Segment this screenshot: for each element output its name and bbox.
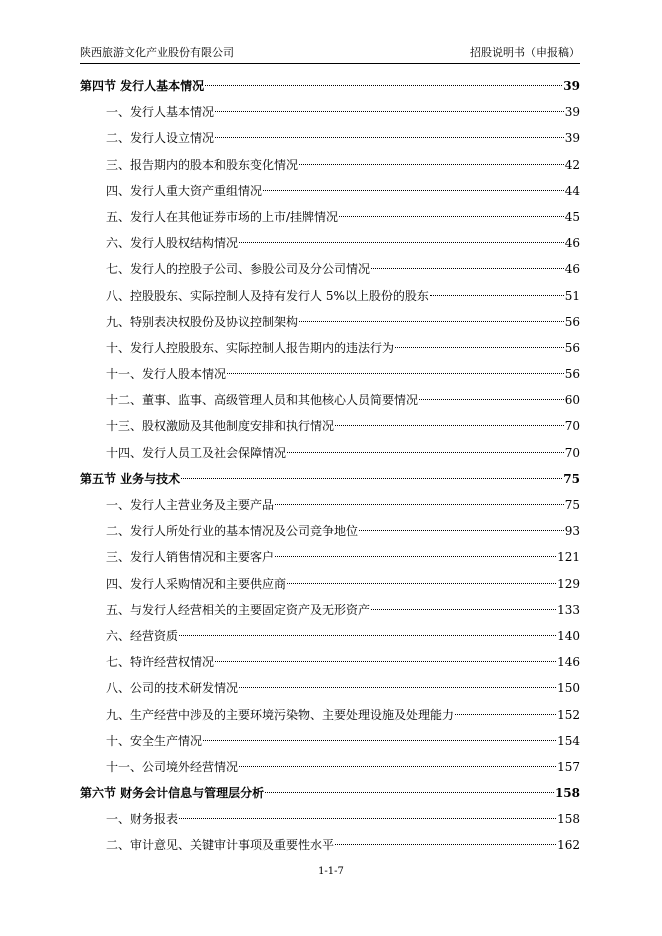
toc-entry-label: 十二、董事、监事、高级管理人员和其他核心人员简要情况 xyxy=(106,393,419,408)
toc-entry[interactable] xyxy=(80,731,580,757)
page-footer xyxy=(0,866,662,877)
toc-entry[interactable] xyxy=(80,600,580,626)
toc-entry-label: 十、安全生产情况 xyxy=(106,733,203,748)
toc-entry-page: 157 xyxy=(557,759,580,774)
toc-entry-page: 46 xyxy=(564,262,580,277)
toc-entry-label: 四、发行人采购情况和主要供应商 xyxy=(106,576,287,591)
dot-leader xyxy=(455,714,556,715)
dot-leader xyxy=(227,373,564,374)
toc-entry-page: 39 xyxy=(564,105,580,120)
toc-entry-page: 162 xyxy=(557,838,580,853)
toc-entry[interactable] xyxy=(80,416,580,442)
toc-entry-label: 三、发行人销售情况和主要客户 xyxy=(106,550,275,565)
toc-entry-label: 七、特许经营权情况 xyxy=(106,655,215,670)
toc-entry-page: 56 xyxy=(564,340,580,355)
toc-section-entry[interactable] xyxy=(80,469,580,495)
toc-entry-label: 九、生产经营中涉及的主要环境污染物、主要处理设施及处理能力 xyxy=(106,707,455,722)
toc-entry-label: 九、特别表决权股份及协议控制架构 xyxy=(106,314,299,329)
dot-leader xyxy=(265,792,554,793)
dot-leader xyxy=(239,687,556,688)
toc-entry-label: 十一、发行人股本情况 xyxy=(106,367,227,382)
toc-entry-page: 42 xyxy=(564,157,580,172)
dot-leader xyxy=(239,766,556,767)
toc-entry-page: 121 xyxy=(557,550,580,565)
toc-entry[interactable] xyxy=(80,678,580,704)
toc-entry-label: 八、公司的技术研发情况 xyxy=(106,681,239,696)
toc-entry[interactable] xyxy=(80,338,580,364)
toc-entry-label: 十、发行人控股股东、实际控制人报告期内的违法行为 xyxy=(106,340,395,355)
dot-leader xyxy=(287,583,556,584)
dot-leader xyxy=(335,425,564,426)
toc-entry-page: 133 xyxy=(557,602,580,617)
toc-entry[interactable] xyxy=(80,705,580,731)
toc-entry[interactable] xyxy=(80,652,580,678)
dot-leader xyxy=(179,818,556,819)
toc-entry[interactable] xyxy=(80,155,580,181)
dot-leader xyxy=(239,242,564,243)
dot-leader xyxy=(299,164,564,165)
dot-leader xyxy=(205,85,562,86)
dot-leader xyxy=(179,635,556,636)
toc-entry-label: 六、经营资质 xyxy=(106,628,179,643)
toc-entry-page: 39 xyxy=(564,131,580,146)
dot-leader xyxy=(359,530,564,531)
toc-entry-label: 十四、发行人员工及社会保障情况 xyxy=(106,445,287,460)
toc-entry-page: 51 xyxy=(564,288,580,303)
dot-leader xyxy=(263,190,564,191)
toc-section-entry[interactable] xyxy=(80,783,580,809)
toc-entry[interactable] xyxy=(80,390,580,416)
toc-entry[interactable] xyxy=(80,102,580,128)
toc-entry-page: 93 xyxy=(564,524,580,539)
dot-leader xyxy=(371,268,564,269)
dot-leader xyxy=(339,216,564,217)
toc-entry-page: 45 xyxy=(564,209,580,224)
toc-entry-page: 56 xyxy=(564,314,580,329)
toc-entry-page: 146 xyxy=(557,655,580,670)
toc-entry-label: 一、财务报表 xyxy=(106,812,179,827)
toc-entry-page: 75 xyxy=(563,471,580,486)
dot-leader xyxy=(395,347,564,348)
toc-entry-page: 70 xyxy=(564,419,580,434)
toc-entry[interactable] xyxy=(80,181,580,207)
toc-entry-label: 十三、股权激励及其他制度安排和执行情况 xyxy=(106,419,335,434)
toc-entry-page: 140 xyxy=(557,628,580,643)
toc-entry[interactable] xyxy=(80,495,580,521)
toc-entry[interactable] xyxy=(80,128,580,154)
dot-leader xyxy=(335,844,556,845)
toc-entry[interactable] xyxy=(80,233,580,259)
toc-entry[interactable] xyxy=(80,835,580,861)
dot-leader xyxy=(430,295,564,296)
toc-entry-page: 129 xyxy=(557,576,580,591)
dot-leader xyxy=(215,111,564,112)
toc-entry-label: 第四节 发行人基本情况 xyxy=(80,79,205,93)
dot-leader xyxy=(275,556,556,557)
toc-entry-page: 39 xyxy=(563,79,580,93)
toc-entry-page: 158 xyxy=(557,812,580,827)
toc-entry[interactable] xyxy=(80,547,580,573)
toc-entry-page: 152 xyxy=(557,707,580,722)
dot-leader xyxy=(181,478,562,479)
dot-leader xyxy=(287,452,564,453)
document-title: 招股说明书（申报稿） xyxy=(470,46,580,59)
toc-entry[interactable] xyxy=(80,809,580,835)
toc-entry-page: 60 xyxy=(564,393,580,408)
company-name: 陕西旅游文化产业股份有限公司 xyxy=(80,46,234,59)
table-of-contents xyxy=(80,76,580,862)
dot-leader xyxy=(371,609,556,610)
toc-entry-label: 六、发行人股权结构情况 xyxy=(106,236,239,251)
dot-leader xyxy=(419,399,564,400)
toc-entry-label: 七、发行人的控股子公司、参股公司及分公司情况 xyxy=(106,262,371,277)
toc-entry-label: 第六节 财务会计信息与管理层分析 xyxy=(80,786,265,801)
dot-leader xyxy=(215,661,556,662)
toc-entry[interactable] xyxy=(80,207,580,233)
toc-entry-page: 70 xyxy=(564,445,580,460)
toc-entry-page: 44 xyxy=(564,183,580,198)
toc-entry-label: 一、发行人基本情况 xyxy=(106,105,215,120)
toc-entry[interactable] xyxy=(80,286,580,312)
toc-entry-label: 二、审计意见、关键审计事项及重要性水平 xyxy=(106,838,335,853)
toc-entry-page: 150 xyxy=(557,681,580,696)
toc-entry-label: 四、发行人重大资产重组情况 xyxy=(106,183,263,198)
toc-entry[interactable] xyxy=(80,364,580,390)
toc-entry-page: 75 xyxy=(564,498,580,512)
toc-section-entry[interactable] xyxy=(80,76,580,102)
dot-leader xyxy=(299,321,564,322)
toc-entry[interactable] xyxy=(80,259,580,285)
dot-leader xyxy=(203,740,556,741)
toc-entry-page: 158 xyxy=(554,786,580,801)
toc-entry[interactable] xyxy=(80,757,580,783)
toc-entry-label: 一、发行人主营业务及主要产品 xyxy=(106,498,275,512)
toc-entry-page: 154 xyxy=(557,733,580,748)
toc-entry[interactable] xyxy=(80,312,580,338)
page-number: 1-1-7 xyxy=(318,866,344,877)
toc-entry[interactable] xyxy=(80,574,580,600)
toc-entry-page: 46 xyxy=(564,236,580,251)
toc-entry-label: 八、控股股东、实际控制人及持有发行人 5%以上股份的股东 xyxy=(106,288,429,303)
dot-leader xyxy=(215,137,564,138)
dot-leader xyxy=(275,504,564,505)
toc-entry-label: 三、报告期内的股本和股东变化情况 xyxy=(106,157,299,172)
toc-entry-label: 五、发行人在其他证券市场的上市/挂牌情况 xyxy=(106,209,339,224)
toc-entry-label: 五、与发行人经营相关的主要固定资产及无形资产 xyxy=(106,602,371,617)
page-header xyxy=(80,46,580,60)
toc-entry[interactable] xyxy=(80,443,580,469)
toc-entry-label: 二、发行人所处行业的基本情况及公司竞争地位 xyxy=(106,524,359,539)
toc-entry-label: 二、发行人设立情况 xyxy=(106,131,215,146)
toc-entry[interactable] xyxy=(80,626,580,652)
toc-entry[interactable] xyxy=(80,521,580,547)
header-divider xyxy=(80,63,580,64)
toc-entry-label: 第五节 业务与技术 xyxy=(80,471,181,486)
toc-entry-page: 56 xyxy=(564,367,580,382)
toc-entry-label: 十一、公司境外经营情况 xyxy=(106,759,239,774)
